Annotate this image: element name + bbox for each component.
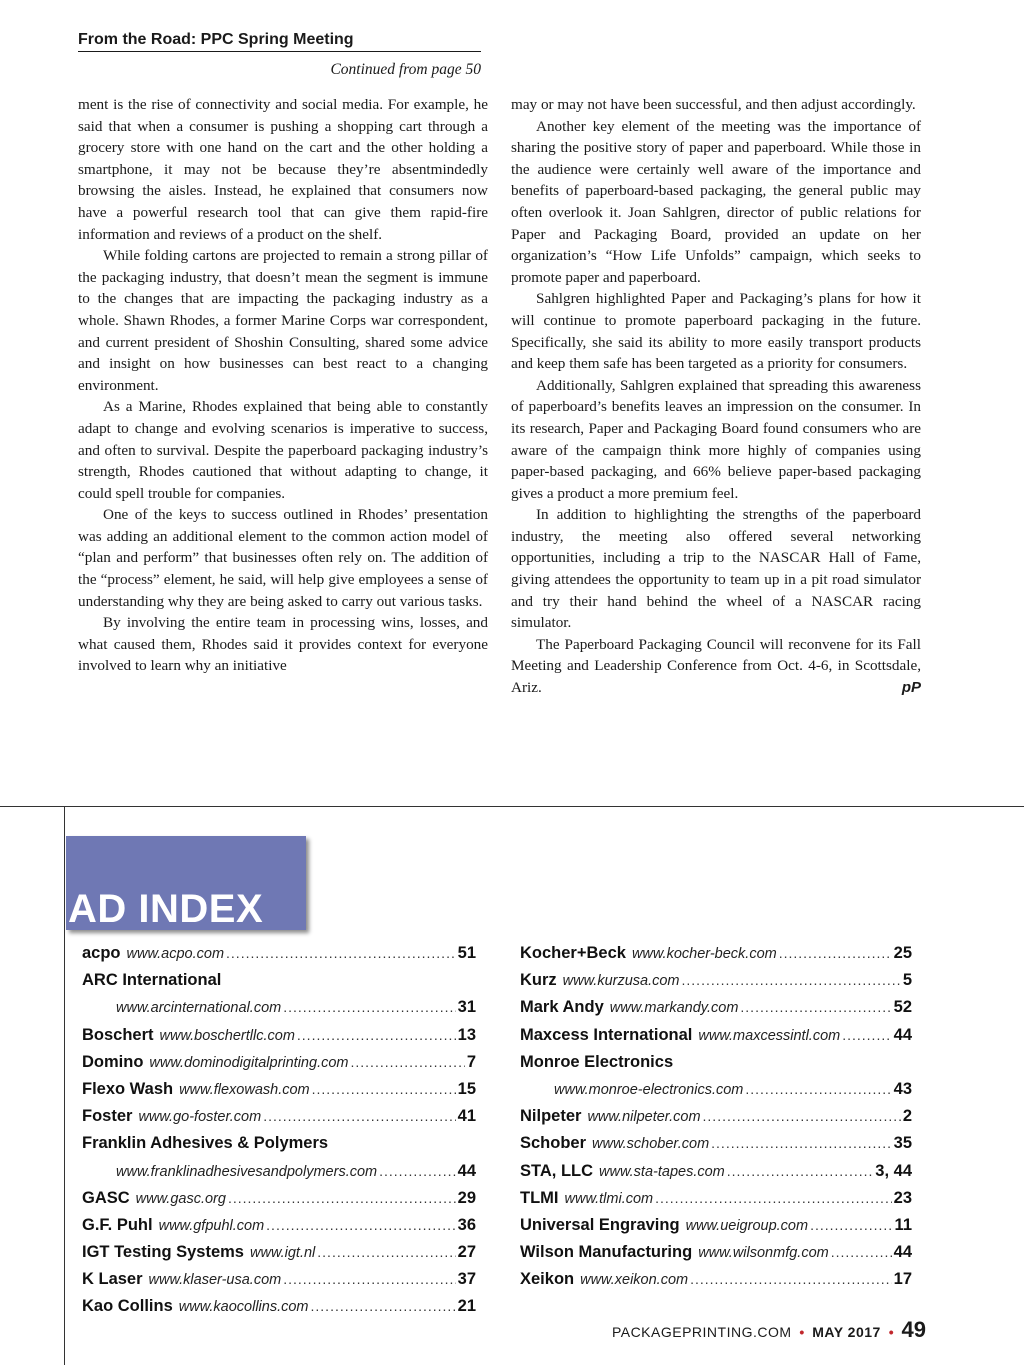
advertiser-url[interactable]: www.gfpuhl.com	[158, 1217, 265, 1234]
article-paragraph: Another key element of the meeting was the importance of sharing the positive story of paper and paperboard. While those in the audience were certainly well aware of the importance and benefits of paperboard-based packaging, the general public may often overlook it. Joan Sahlgren, director of public relations for Paper and Packaging Board, provided an update on her organization’s “How Life Unfolds” campaign, which seeks to promote paper and paperboard.	[511, 117, 921, 286]
ad-index-entry	[520, 1189, 912, 1216]
advertiser-page: 31	[457, 998, 476, 1017]
leader-dots	[703, 1108, 901, 1124]
advertiser-page: 44	[893, 1243, 912, 1262]
advertiser-page: 44	[893, 1025, 912, 1044]
advertiser-url[interactable]: www.kaocollins.com	[178, 1299, 309, 1316]
article-column-right	[511, 94, 921, 699]
advertiser-url[interactable]: www.maxcessintl.com	[698, 1027, 841, 1044]
leader-dots	[745, 1081, 891, 1097]
leader-dots	[283, 1271, 455, 1287]
ad-index-entry	[520, 1134, 912, 1161]
advertiser-url[interactable]: www.monroe-electronics.com	[554, 1081, 744, 1098]
article-paragraph: Sahlgren highlighted Paper and Packaging’s plans for how it will continue to promote paperboard packaging in the future. Specifically, she said its ability to more easily transport products and keep them safe has been targeted as a priority for consumers.	[511, 290, 921, 373]
footer-website: PACKAGEPRINTING.COM	[611, 1324, 792, 1340]
advertiser-url[interactable]: www.markandy.com	[609, 1000, 739, 1017]
advertiser-page: 37	[457, 1270, 476, 1289]
ad-index-side-rule	[64, 806, 65, 1365]
leader-dots	[727, 1163, 874, 1179]
leader-dots	[740, 999, 891, 1015]
advertiser-url[interactable]: www.kurzusa.com	[562, 973, 680, 990]
leader-dots	[810, 1217, 892, 1233]
advertiser-url[interactable]: www.dominodigitalprinting.com	[149, 1054, 349, 1071]
advertiser-page: 29	[457, 1188, 476, 1207]
ad-index-entry	[520, 1026, 912, 1053]
advertiser-page: 15	[457, 1079, 476, 1098]
advertiser-name: Kocher+Beck	[520, 944, 626, 962]
section-title: From the Road: PPC Spring Meeting	[78, 30, 481, 52]
advertiser-page: 23	[893, 1188, 912, 1207]
advertiser-url[interactable]: www.arcinternational.com	[116, 1000, 282, 1017]
advertiser-name: K Laser	[82, 1270, 143, 1289]
leader-dots	[266, 1217, 455, 1233]
leader-dots	[226, 945, 456, 961]
advertiser-url[interactable]: www.igt.nl	[250, 1245, 316, 1262]
page-footer	[586, 1318, 926, 1344]
advertiser-name: ARC International	[82, 971, 222, 990]
ad-index-entry	[82, 1080, 476, 1107]
advertiser-page: 52	[893, 998, 912, 1017]
advertiser-name: Kao Collins	[82, 1297, 173, 1316]
ad-index-entry	[520, 1270, 912, 1297]
continued-note: Continued from page 50	[330, 61, 481, 78]
leader-dots	[779, 945, 892, 961]
advertiser-url[interactable]: www.acpo.com	[126, 946, 225, 962]
ad-index-entry	[520, 971, 912, 998]
ad-index-entry	[82, 1053, 476, 1080]
ad-index-entry	[520, 1243, 912, 1270]
advertiser-page: 44	[457, 1161, 476, 1180]
advertiser-page: 2	[902, 1107, 912, 1126]
ad-index-entry	[82, 944, 476, 971]
ad-index-entry	[520, 1053, 912, 1080]
leader-dots	[228, 1190, 456, 1206]
advertiser-url[interactable]: www.sta-tapes.com	[599, 1163, 725, 1180]
advertiser-page: 43	[893, 1079, 912, 1098]
leader-dots	[351, 1054, 465, 1070]
ad-index-column-left	[82, 944, 476, 1325]
leader-dots	[655, 1190, 892, 1206]
advertiser-name: G.F. Puhl	[82, 1215, 153, 1234]
article-paragraph: While folding cartons are projected to remain a strong pillar of the packaging industry, that doesn’t mean the segment is immune to the changes that are impacting the packaging industry as a whole. Shawn Rhodes, a former Marine Corps war correspondent, and current president of Shoshin Consulting, shared some advice and insight on how businesses can best react to a changing environment.	[78, 247, 488, 394]
article-paragraph: Additionally, Sahlgren explained that spreading this awareness of paperboard’s benefits leaves an impression on the consumer. In its research, Paper and Packaging Board found consumers who are aware of the campaign think more highly of companies using paper-based packaging, and 66% believe paper-based packaging gives a product a more premium feel.	[511, 376, 921, 502]
ad-index-entry	[82, 1297, 476, 1324]
leader-dots	[317, 1244, 455, 1260]
article-paragraph: As a Marine, Rhodes explained that being able to constantly adapt to change and evolving scenarios is imperative to success, and often to survival. Despite the paperboard packaging industry’s strength, Rhodes cautioned that without adapting to change, it could spell trouble for companies.	[78, 398, 488, 502]
ad-index-entry	[520, 998, 912, 1025]
article-paragraph: may or may not have been successful, and then adjust accordingly.	[511, 96, 916, 113]
advertiser-url[interactable]: www.ueigroup.com	[685, 1217, 809, 1234]
advertiser-page: 25	[893, 944, 912, 962]
advertiser-url[interactable]: www.xeikon.com	[580, 1272, 689, 1289]
advertiser-page: 17	[893, 1270, 912, 1289]
advertiser-name: IGT Testing Systems	[82, 1243, 244, 1262]
ad-index-entry	[82, 971, 476, 998]
advertiser-page: 35	[893, 1134, 912, 1153]
advertiser-name: Wilson Manufacturing	[520, 1243, 693, 1262]
article-paragraph: One of the keys to success outlined in Rhodes’ presentation was adding an additional element to the common action model of “plan and perform” that businesses often rely on. The addition of the “process” element, he said, will help give employees a sense of understanding why they are being asked to carry out various tasks.	[78, 506, 488, 610]
footer-issue: MAY 2017	[812, 1324, 881, 1340]
advertiser-page: 5	[902, 971, 912, 990]
article-column-left	[78, 94, 488, 677]
article-paragraph	[511, 634, 921, 699]
ad-index-entry	[82, 1243, 476, 1270]
advertiser-page: 21	[457, 1297, 476, 1316]
ad-index-entry-continued	[520, 1080, 912, 1107]
ad-index-entry-continued	[82, 998, 476, 1025]
advertiser-url[interactable]: www.klaser-usa.com	[148, 1272, 282, 1289]
advertiser-name: GASC	[82, 1188, 130, 1207]
leader-dots	[690, 1271, 892, 1287]
advertiser-url[interactable]: www.wilsonmfg.com	[698, 1245, 829, 1262]
advertiser-name: Xeikon	[520, 1270, 575, 1289]
advertiser-page: 51	[457, 944, 476, 962]
ad-index-entry	[82, 1189, 476, 1216]
ad-index-entry-continued	[82, 1162, 476, 1189]
advertiser-url[interactable]: www.flexowash.com	[179, 1081, 310, 1098]
advertiser-name: Foster	[82, 1107, 133, 1126]
advertiser-page: 7	[466, 1052, 476, 1071]
leader-dots	[263, 1108, 455, 1124]
ad-index-entry	[520, 1216, 912, 1243]
advertiser-name: Nilpeter	[520, 1107, 582, 1126]
advertiser-url[interactable]: www.kocher-beck.com	[631, 946, 777, 962]
page-number: 49	[901, 1317, 926, 1342]
footer-bullet: •	[888, 1324, 894, 1340]
article-paragraph: In addition to highlighting the strengths of the paperboard industry, the meeting also offered several networking opportunities, including a trip to the NASCAR Hall of Fame, giving attendees the opportunity to team up in a pit road simulator and try their hand behind the wheel of a NASCAR racing simulator.	[511, 506, 921, 632]
article-end-signature: pP	[901, 679, 921, 697]
advertiser-name: STA, LLC	[520, 1161, 594, 1180]
advertiser-name: Mark Andy	[520, 998, 604, 1017]
ad-index-entry	[520, 944, 912, 971]
advertiser-url[interactable]: www.boschertllc.com	[159, 1027, 295, 1044]
article-paragraph: ment is the rise of connectivity and social media. For example, he said that when a consumer is pushing a shopping cart through a grocery store with one hand on the cart and the other holding a smartphone, it may not be because they’re absentmindedly browsing the aisles. Instead, he explained that consumers now have a powerful research tool that can give them rapid-fire information and reviews of a product on the shelf.	[78, 96, 488, 243]
advertiser-page: 13	[457, 1025, 476, 1044]
article-paragraph: By involving the entire team in processing wins, losses, and what caused them, Rhodes said it provides context for everyone involved to learn why an initiative	[78, 614, 488, 675]
advertiser-name: Maxcess International	[520, 1025, 693, 1044]
advertiser-page: 11	[894, 1215, 912, 1234]
leader-dots	[842, 1027, 891, 1043]
ad-index-title: AD INDEX	[68, 887, 264, 931]
leader-dots	[283, 999, 455, 1015]
advertiser-page: 41	[457, 1107, 476, 1126]
advertiser-name: Boschert	[82, 1025, 154, 1044]
advertiser-url[interactable]: www.go-foster.com	[138, 1109, 262, 1126]
leader-dots	[379, 1163, 456, 1179]
ad-index-entry	[82, 1216, 476, 1243]
advertiser-page: 27	[457, 1243, 476, 1262]
advertiser-name: Schober	[520, 1134, 587, 1153]
advertiser-name: Domino	[82, 1052, 144, 1071]
leader-dots	[297, 1027, 456, 1043]
leader-dots	[711, 1135, 891, 1151]
advertiser-url[interactable]: www.schober.com	[592, 1136, 710, 1153]
leader-dots	[682, 972, 901, 988]
ad-index-entry	[82, 1270, 476, 1297]
leader-dots	[831, 1244, 892, 1260]
advertiser-page: 3, 44	[875, 1161, 912, 1180]
ad-index-entry	[82, 1026, 476, 1053]
advertiser-name: acpo	[82, 944, 121, 962]
ad-index-entry	[82, 1134, 476, 1161]
advertiser-name: Flexo Wash	[82, 1079, 174, 1098]
advertiser-name: Monroe Electronics	[520, 1052, 674, 1071]
advertiser-url[interactable]: www.tlmi.com	[564, 1190, 654, 1207]
advertiser-url[interactable]: www.nilpeter.com	[587, 1109, 701, 1126]
advertiser-name: Universal Engraving	[520, 1215, 680, 1234]
article-last-sentence: The Paperboard Packaging Council will reconvene for its Fall Meeting and Leadership Conference from Oct. 4-6, in Scottsdale, Ariz.	[511, 635, 921, 697]
section-divider	[0, 806, 1024, 807]
ad-index-entry	[520, 1107, 912, 1134]
advertiser-page: 36	[457, 1215, 476, 1234]
advertiser-url[interactable]: www.gasc.org	[135, 1190, 226, 1207]
advertiser-name: Kurz	[520, 971, 557, 990]
advertiser-url[interactable]: www.franklinadhesivesandpolymers.com	[116, 1163, 378, 1180]
advertiser-name: TLMI	[520, 1188, 559, 1207]
ad-index-entry	[520, 1162, 912, 1189]
footer-bullet: •	[799, 1324, 805, 1340]
leader-dots	[312, 1081, 456, 1097]
ad-index-entry	[82, 1107, 476, 1134]
advertiser-name: Franklin Adhesives & Polymers	[82, 1134, 329, 1153]
leader-dots	[311, 1298, 456, 1314]
ad-index-column-right	[520, 944, 912, 1297]
